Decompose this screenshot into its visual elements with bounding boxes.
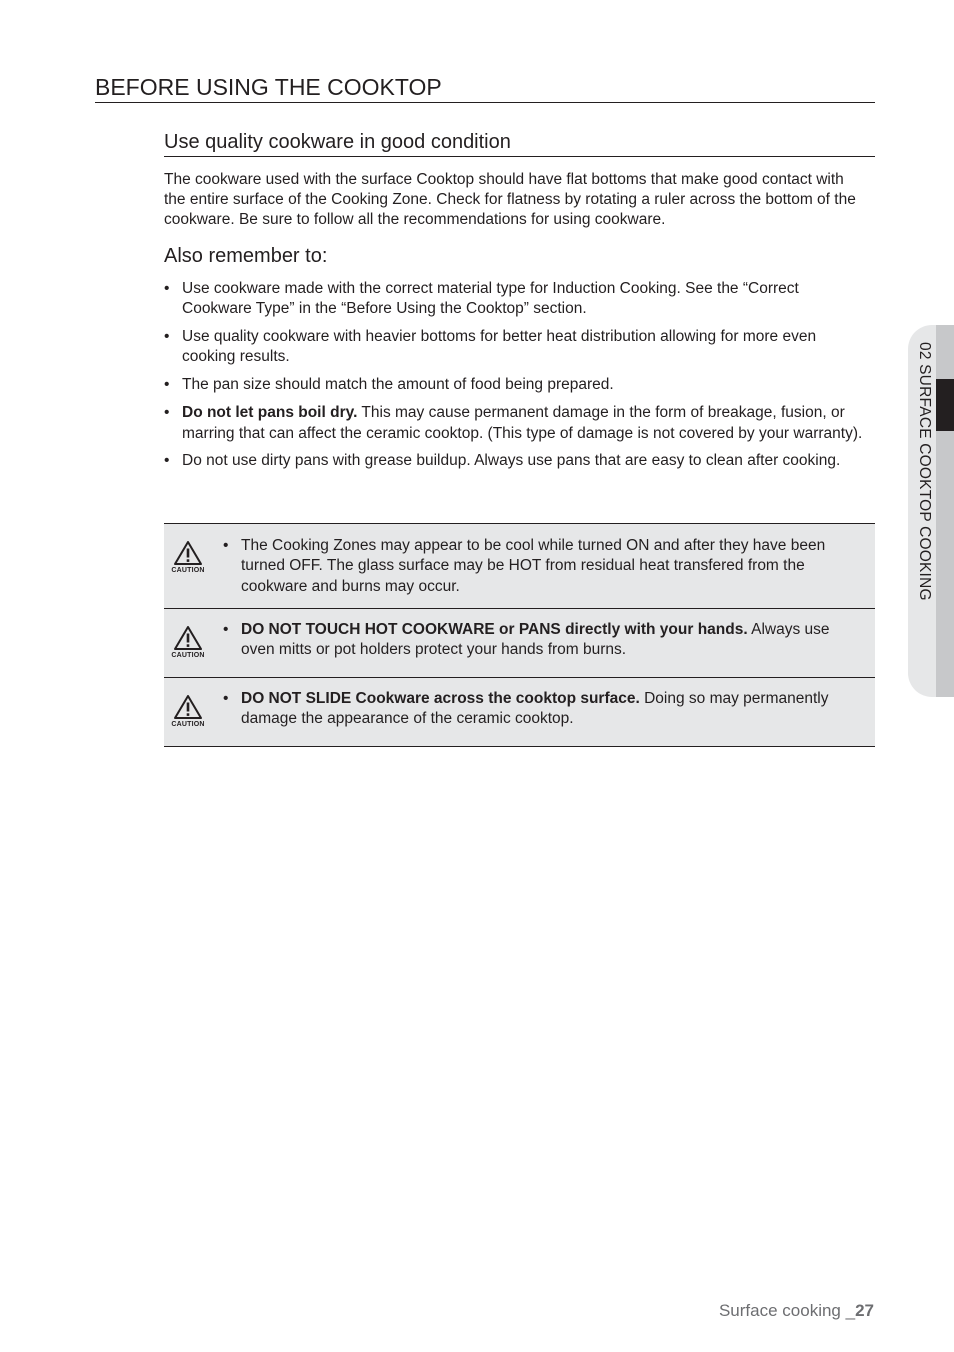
- caution-label: CAUTION: [171, 721, 205, 728]
- footer-separator: _: [845, 1301, 856, 1320]
- list-item: • Use cookware made with the correct material type for Induction Cooking. See the “Correct Cookware Type” in the “Before Using the Cooktop” section.: [164, 280, 799, 318]
- chapter-tab-label: 02 SURFACE COOKTOP COOKING: [916, 342, 933, 601]
- bullet-dot: •: [164, 452, 170, 470]
- caution-label: CAUTION: [171, 567, 205, 574]
- bullet-dot: •: [164, 404, 170, 422]
- caution-text: • The Cooking Zones may appear to be cool while turned ON and after they have been turned OFF. The glass surface may be HOT from residual heat transfered from the cookware and burns may occur.: [223, 537, 826, 595]
- chapter-tab-marker: [936, 379, 954, 431]
- caution-triangle-icon: [173, 625, 203, 651]
- caution-label: CAUTION: [171, 652, 205, 659]
- list-item: • The pan size should match the amount of food being prepared.: [164, 375, 872, 395]
- caution-table: [164, 523, 875, 747]
- caution-triangle-icon: [173, 694, 203, 720]
- page-footer: [719, 1299, 874, 1323]
- list-item: • Use quality cookware with heavier bottoms for better heat distribution allowing for more even cooking results.: [164, 328, 817, 366]
- bold-warning: Do not let pans boil dry.: [182, 404, 358, 422]
- caution-icon-block: [168, 625, 208, 660]
- list-item: • Do not let pans boil dry. This may cause permanent damage in the form of breakage, fusion, or marring that can affect the ceramic cooktop. (This type of damage is not covered by your warranty).: [164, 404, 863, 442]
- page-title: BEFORE USING THE COOKTOP: [95, 72, 875, 103]
- list-item: • Do not use dirty pans with grease buildup. Always use pans that are easy to clean after cooking.: [164, 451, 872, 471]
- bullet-dot: •: [164, 280, 170, 297]
- caution-text: • DO NOT SLIDE Cookware across the cooktop surface. Doing so may permanently damage the appearance of the ceramic cooktop.: [223, 690, 829, 728]
- intro-paragraph: The cookware used with the surface Cooktop should have flat bottoms that make good contact with the entire surface of the Cooking Zone. Check for flatness by rotating a ruler across the bottom of the cookware. Be sure to follow all the recommendations for using cookware.: [164, 171, 856, 228]
- caution-text: • DO NOT TOUCH HOT COOKWARE or PANS directly with your hands. Always use oven mitts or pot holders protect your hands from burns.: [223, 621, 830, 659]
- recommendation-list: [164, 279, 872, 479]
- section-title: Use quality cookware in good condition: [164, 129, 875, 157]
- caution-row: [164, 524, 875, 609]
- bullet-dot: •: [164, 328, 170, 346]
- caution-icon-block: [168, 694, 208, 729]
- caution-row: [164, 609, 875, 678]
- footer-label: Surface cooking: [718, 1301, 846, 1320]
- caution-icon-block: [168, 540, 208, 575]
- bullet-dot: •: [164, 376, 170, 394]
- caution-row: [164, 678, 875, 747]
- caution-triangle-icon: [173, 540, 203, 566]
- page-number: 27: [855, 1301, 874, 1320]
- also-remember-heading: Also remember to:: [164, 245, 328, 267]
